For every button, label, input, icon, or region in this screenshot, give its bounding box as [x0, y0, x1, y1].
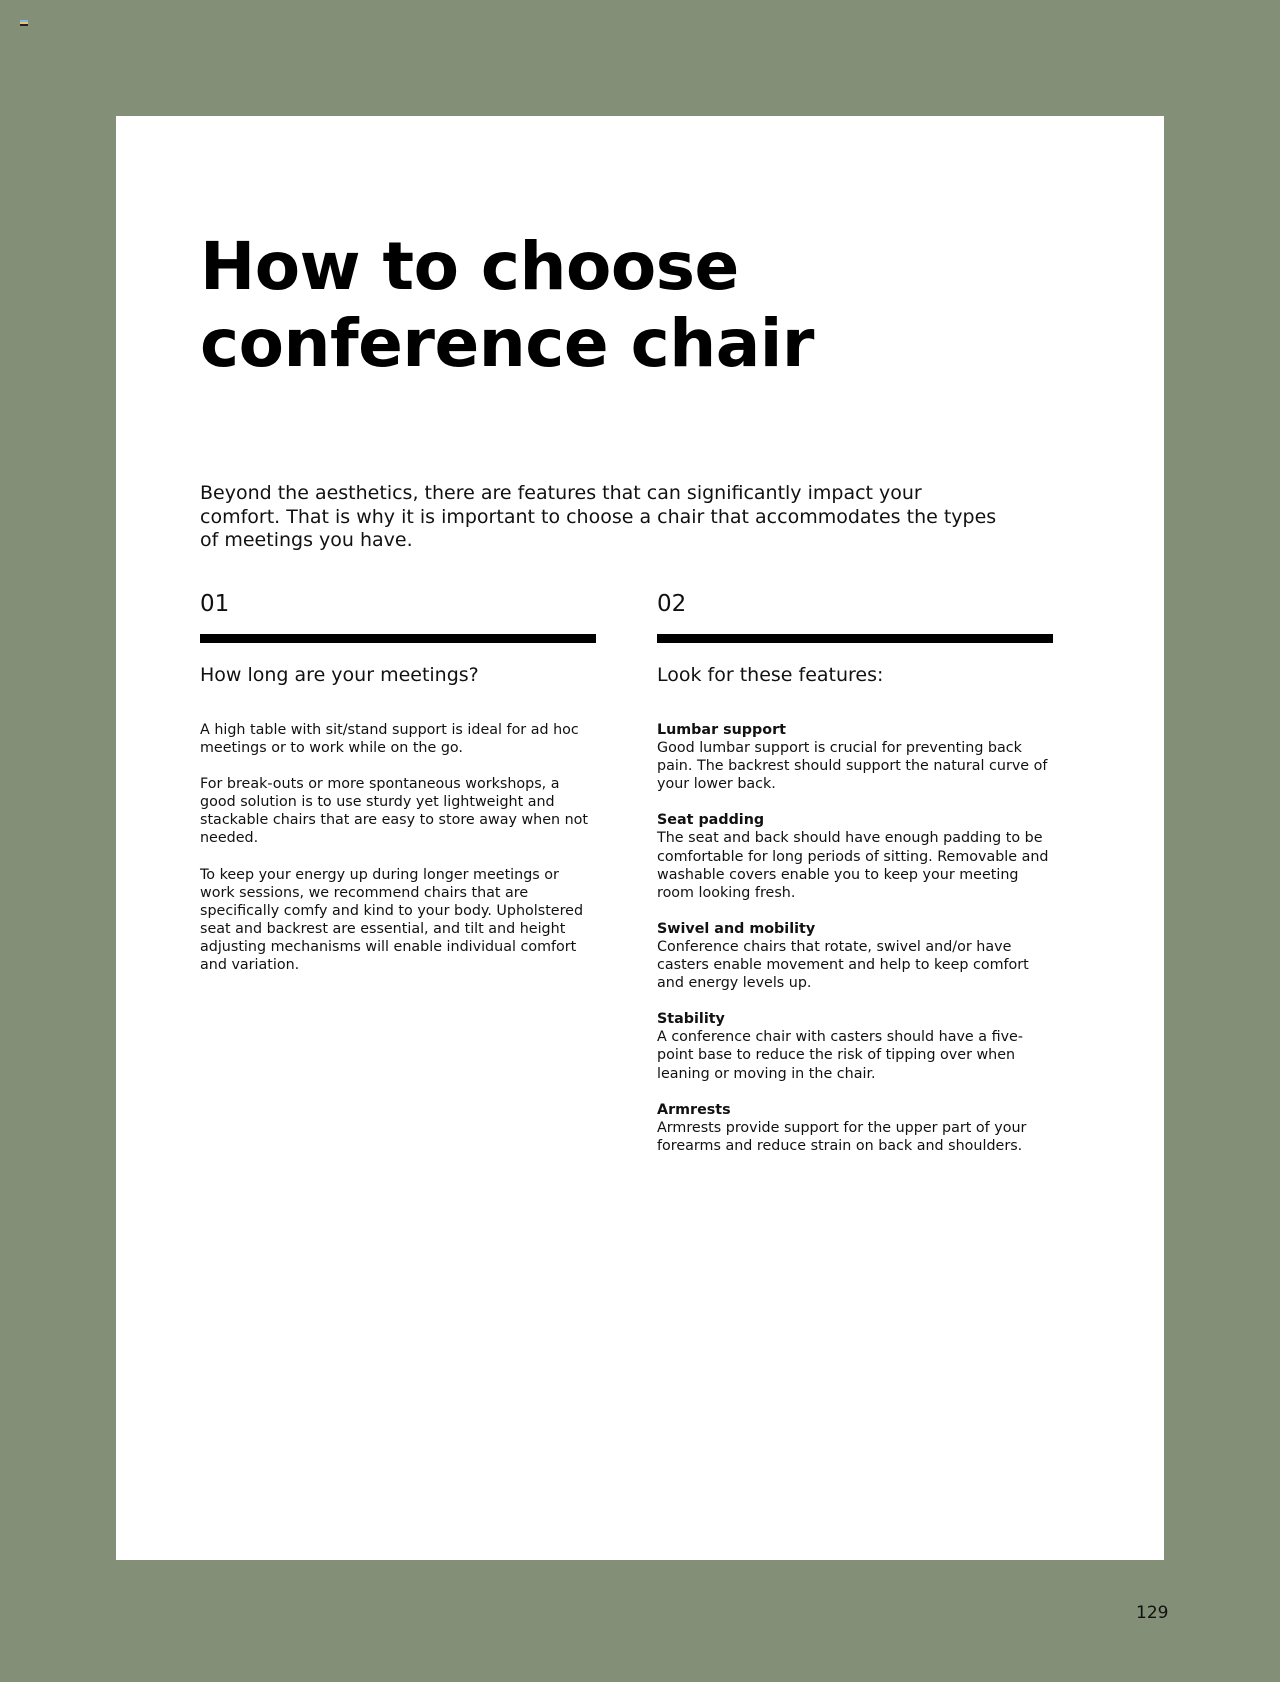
feature-armrests — [657, 1101, 1053, 1155]
feature-text: A conference chair with casters should have a five-point base to reduce the risk of tipping over when leaning or moving in the chair. — [657, 1029, 1024, 1082]
feature-text: Conference chairs that rotate, swivel and/or have casters enable movement and help to keep comfort and energy levels up. — [657, 938, 1029, 992]
feature-swivel — [657, 920, 1053, 992]
section-number: 01 — [200, 591, 230, 617]
feature-title: Swivel and mobility — [657, 920, 816, 937]
section-heading: Look for these features: — [657, 664, 884, 686]
feature-text: The seat and back should have enough padding to be comfortable for long periods of sitting. Removable and washable covers enable you to keep your meeting room looking fresh. — [657, 830, 1049, 901]
feature-title: Lumbar support — [657, 722, 786, 738]
column-meetings — [200, 590, 596, 992]
feature-stability — [657, 1010, 1053, 1082]
section-divider — [200, 634, 596, 643]
feature-text: Good lumbar support is crucial for preventing back pain. The backrest should support the natural curve of your lower back. — [657, 740, 1048, 793]
feature-title: Armrests — [657, 1101, 731, 1118]
feature-title: Seat padding — [657, 812, 765, 829]
section-number: 02 — [657, 591, 687, 617]
page-title: How to choose conference chair — [200, 228, 814, 382]
section-divider — [657, 634, 1053, 643]
viewer-menu-icon[interactable] — [20, 20, 28, 27]
paragraph: A high table with sit/stand support is ideal for ad hoc meetings or to work while on the go. — [200, 722, 579, 757]
paragraph: For break-outs or more spontaneous workshops, a good solution is to use sturdy yet lightweight and stackable chairs that are easy to store away when not needed. — [200, 776, 589, 847]
section-heading: How long are your meetings? — [200, 664, 479, 686]
icon-stripe — [20, 24, 28, 26]
paragraph: To keep your energy up during longer meetings or work sessions, we recommend chairs that are specifically comfy and kind to your body. Upholstered seat and backrest are essential, and tilt and height adjusting mechanisms will enable individual comfort and variation. — [200, 866, 584, 974]
feature-seat-padding — [657, 811, 1053, 901]
column-features — [657, 590, 1053, 1173]
document-page — [116, 116, 1164, 1560]
intro-paragraph: Beyond the aesthetics, there are features that can significantly impact your comfort. That is why it is important to choose a chair that accommodates the types of meetings you have. — [200, 482, 997, 551]
page-number: 129 — [1136, 1603, 1169, 1623]
feature-text: Armrests provide support for the upper part of your forearms and reduce strain on back and shoulders. — [657, 1119, 1027, 1154]
feature-lumbar — [657, 721, 1053, 793]
feature-title: Stability — [657, 1011, 725, 1028]
